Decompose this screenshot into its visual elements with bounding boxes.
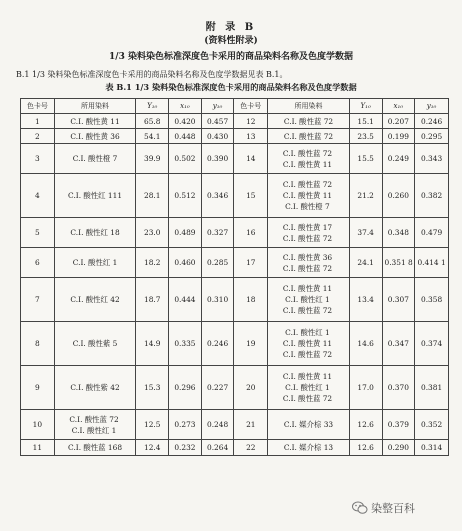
x10-cell: 0.370 — [382, 366, 415, 410]
dye-name: C.I. 酸性橙 7 — [285, 202, 330, 211]
x10-cell: 0.307 — [382, 278, 415, 322]
yc10-cell: 0.227 — [201, 366, 234, 410]
dye-name: C.I. 酸性蓝 72 — [282, 263, 333, 273]
dye-name: C.I. 酸性蓝 72 — [283, 116, 334, 126]
dye-cell — [54, 174, 136, 218]
dye-name: C.I. 酸性紫 5 — [72, 339, 118, 348]
intro-paragraph: B.1 1/3 染料染色标准深度色卡采用的商品染料名称及色度学数据见表 B.1。 — [16, 70, 288, 79]
header-x10: x₁₀ — [169, 99, 202, 114]
dye-cell — [54, 366, 136, 410]
x10-cell: 0.232 — [169, 440, 202, 456]
dye-cell — [268, 410, 350, 440]
dye-name: C.I. 酸性蓝 72 — [282, 394, 333, 403]
card-no-cell: 1 — [21, 114, 55, 129]
dye-cell — [268, 278, 350, 322]
card-no-cell: 14 — [234, 144, 268, 174]
y10-cell: 13.4 — [349, 278, 382, 322]
y10-cell: 23.5 — [349, 129, 382, 144]
dye-name: C.I. 酸性蓝 168 — [68, 443, 123, 452]
dye-name: C.I. 酸性蓝 72 — [282, 180, 333, 189]
card-no-cell: 12 — [234, 114, 268, 129]
dye-name: C.I. 酸性红 1 — [285, 328, 330, 337]
card-no-cell: 19 — [234, 322, 268, 366]
dye-name: C.I. 酸性蓝 72 — [282, 233, 333, 243]
dye-name: C.I. 酸性黄 36 — [70, 131, 120, 141]
dye-name: C.I. 酸性红 1 — [285, 383, 330, 392]
dye-name: C.I. 酸性蓝 72 — [282, 306, 333, 315]
dye-name: C.I. 酸性黄 36 — [282, 252, 333, 262]
card-no-cell: 2 — [21, 129, 55, 144]
y10-cell: 17.0 — [349, 366, 382, 410]
dye-name: C.I. 酸性黄 11 — [282, 159, 333, 169]
y10-cell: 15.1 — [349, 114, 382, 129]
y10-cell: 54.1 — [136, 129, 169, 144]
y10-cell: 12.6 — [349, 440, 382, 456]
y10-cell: 15.5 — [349, 144, 382, 174]
x10-cell: 0.348 — [382, 218, 415, 248]
dye-data-table — [20, 98, 449, 456]
dye-name: C.I. 酸性黄 11 — [282, 372, 333, 381]
x10-cell: 0.199 — [382, 129, 415, 144]
dye-name: C.I. 酸性黄 11 — [282, 191, 333, 200]
appendix-title: 1/3 染料染色标准深度色卡采用的商品染料名称及色度学数据 — [109, 52, 353, 62]
yc10-cell: 0.264 — [201, 440, 234, 456]
header-dye: 所用染料 — [54, 99, 136, 114]
dye-name: C.I. 酸性红 1 — [71, 425, 117, 435]
table-row — [21, 278, 449, 322]
x10-cell: 0.489 — [169, 218, 202, 248]
dye-cell — [54, 218, 136, 248]
dye-cell — [268, 129, 350, 144]
card-no-cell: 10 — [21, 410, 55, 440]
x10-cell: 0.273 — [169, 410, 202, 440]
dye-name: C.I. 酸性蓝 72 — [69, 414, 119, 424]
yc10-cell: 0.343 — [415, 144, 449, 174]
dye-cell — [54, 440, 136, 456]
dye-cell — [268, 322, 350, 366]
yc10-cell: 0.390 — [201, 144, 234, 174]
y10-cell: 14.9 — [136, 322, 169, 366]
dye-name: C.I. 酸性黄 17 — [282, 222, 333, 232]
dye-cell — [54, 322, 136, 366]
x10-cell: 0.260 — [382, 174, 415, 218]
y10-cell: 21.2 — [349, 174, 382, 218]
card-no-cell: 20 — [234, 366, 268, 410]
x10-cell: 0.420 — [169, 114, 202, 129]
dye-cell — [268, 144, 350, 174]
yc10-cell: 0.327 — [201, 218, 234, 248]
card-no-cell: 17 — [234, 248, 268, 278]
yc10-cell: 0.352 — [415, 410, 449, 440]
card-no-cell: 3 — [21, 144, 55, 174]
y10-cell: 14.6 — [349, 322, 382, 366]
table-row — [21, 410, 449, 440]
dye-cell — [54, 144, 136, 174]
y10-cell: 65.8 — [136, 114, 169, 129]
table-row — [21, 322, 449, 366]
x10-cell: 0.249 — [382, 144, 415, 174]
yc10-cell: 0.314 — [415, 440, 449, 456]
dye-name: C.I. 媒介棕 33 — [283, 420, 334, 429]
table-row — [21, 174, 449, 218]
dye-name: C.I. 酸性黄 11 — [70, 116, 120, 126]
dye-cell — [54, 129, 136, 144]
card-no-cell: 7 — [21, 278, 55, 322]
y10-cell: 28.1 — [136, 174, 169, 218]
yc10-cell: 0.285 — [201, 248, 234, 278]
dye-name: C.I. 酸性紫 42 — [70, 383, 120, 392]
x10-cell: 0.207 — [382, 114, 415, 129]
header-yc10: y₁₀ — [201, 99, 234, 114]
card-no-cell: 18 — [234, 278, 268, 322]
x10-cell: 0.290 — [382, 440, 415, 456]
appendix-heading: 附 录 B — [205, 22, 257, 33]
dye-name: C.I. 酸性红 1 — [72, 258, 118, 267]
table-row — [21, 366, 449, 410]
dye-name: C.I. 酸性黄 11 — [282, 284, 333, 293]
x10-cell: 0.502 — [169, 144, 202, 174]
dye-cell — [54, 114, 136, 129]
dye-cell — [54, 248, 136, 278]
watermark-text: 染整百科 — [371, 502, 415, 515]
yc10-cell: 0.310 — [201, 278, 234, 322]
x10-cell: 0.335 — [169, 322, 202, 366]
card-no-cell: 8 — [21, 322, 55, 366]
yc10-cell: 0.430 — [201, 129, 234, 144]
dye-cell — [268, 366, 350, 410]
dye-name: C.I. 酸性黄 11 — [282, 339, 333, 348]
dye-cell — [268, 218, 350, 248]
card-no-cell: 13 — [234, 129, 268, 144]
wechat-icon — [352, 501, 368, 515]
card-no-cell: 5 — [21, 218, 55, 248]
table-row — [21, 114, 449, 129]
table-row — [21, 248, 449, 278]
y10-cell: 37.4 — [349, 218, 382, 248]
x10-cell: 0.512 — [169, 174, 202, 218]
y10-cell: 12.6 — [349, 410, 382, 440]
y10-cell: 24.1 — [349, 248, 382, 278]
dye-name: C.I. 酸性红 111 — [68, 191, 123, 200]
watermark — [352, 500, 415, 516]
yc10-cell: 0.457 — [201, 114, 234, 129]
yc10-cell: 0.295 — [415, 129, 449, 144]
card-no-cell: 16 — [234, 218, 268, 248]
yc10-cell: 0.479 — [415, 218, 449, 248]
appendix-nature: (资料性附录) — [204, 36, 258, 46]
y10-cell: 15.3 — [136, 366, 169, 410]
dye-name: C.I. 酸性红 42 — [70, 295, 120, 304]
table-row — [21, 129, 449, 144]
dye-name: C.I. 酸性橙 7 — [72, 154, 118, 163]
y10-cell: 12.5 — [136, 410, 169, 440]
table-row — [21, 218, 449, 248]
yc10-cell: 0.381 — [415, 366, 449, 410]
header-yc10: y₁₀ — [415, 99, 449, 114]
y10-cell: 18.2 — [136, 248, 169, 278]
dye-name: C.I. 酸性蓝 72 — [283, 131, 334, 141]
dye-cell — [268, 440, 350, 456]
header-dye: 所用染料 — [268, 99, 350, 114]
card-no-cell: 4 — [21, 174, 55, 218]
header-y10: Y₁₀ — [136, 99, 169, 114]
dye-cell — [54, 410, 136, 440]
header-card-no: 色卡号 — [21, 99, 55, 114]
y10-cell: 23.0 — [136, 218, 169, 248]
x10-cell: 0.444 — [169, 278, 202, 322]
dye-cell — [268, 248, 350, 278]
card-no-cell: 15 — [234, 174, 268, 218]
card-no-cell: 11 — [21, 440, 55, 456]
dye-cell — [268, 174, 350, 218]
yc10-cell: 0.346 — [201, 174, 234, 218]
x10-cell: 0.460 — [169, 248, 202, 278]
yc10-cell: 0.374 — [415, 322, 449, 366]
x10-cell: 0.448 — [169, 129, 202, 144]
y10-cell: 39.9 — [136, 144, 169, 174]
dye-name: C.I. 酸性蓝 72 — [282, 148, 333, 158]
dye-name: C.I. 酸性蓝 72 — [282, 350, 333, 359]
table-row — [21, 440, 449, 456]
card-no-cell: 9 — [21, 366, 55, 410]
yc10-cell: 0.414 1 — [415, 248, 449, 278]
card-no-cell: 22 — [234, 440, 268, 456]
y10-cell: 12.4 — [136, 440, 169, 456]
y10-cell: 18.7 — [136, 278, 169, 322]
dye-name: C.I. 酸性红 18 — [70, 228, 120, 237]
x10-cell: 0.296 — [169, 366, 202, 410]
table-row — [21, 144, 449, 174]
header-card-no: 色卡号 — [234, 99, 268, 114]
yc10-cell: 0.358 — [415, 278, 449, 322]
dye-cell — [54, 278, 136, 322]
x10-cell: 0.351 8 — [382, 248, 415, 278]
x10-cell: 0.379 — [382, 410, 415, 440]
header-y10: Y₁₀ — [349, 99, 382, 114]
table-header-row — [21, 99, 449, 114]
yc10-cell: 0.246 — [201, 322, 234, 366]
dye-cell — [268, 114, 350, 129]
x10-cell: 0.347 — [382, 322, 415, 366]
yc10-cell: 0.382 — [415, 174, 449, 218]
card-no-cell: 6 — [21, 248, 55, 278]
dye-name: C.I. 媒介棕 13 — [283, 443, 334, 452]
card-no-cell: 21 — [234, 410, 268, 440]
header-x10: x₁₀ — [382, 99, 415, 114]
yc10-cell: 0.248 — [201, 410, 234, 440]
dye-name: C.I. 酸性红 1 — [285, 295, 330, 304]
table-caption: 表 B.1 1/3 染料染色标准深度色卡采用的商品染料名称及色度学数据 — [105, 82, 357, 92]
yc10-cell: 0.246 — [415, 114, 449, 129]
